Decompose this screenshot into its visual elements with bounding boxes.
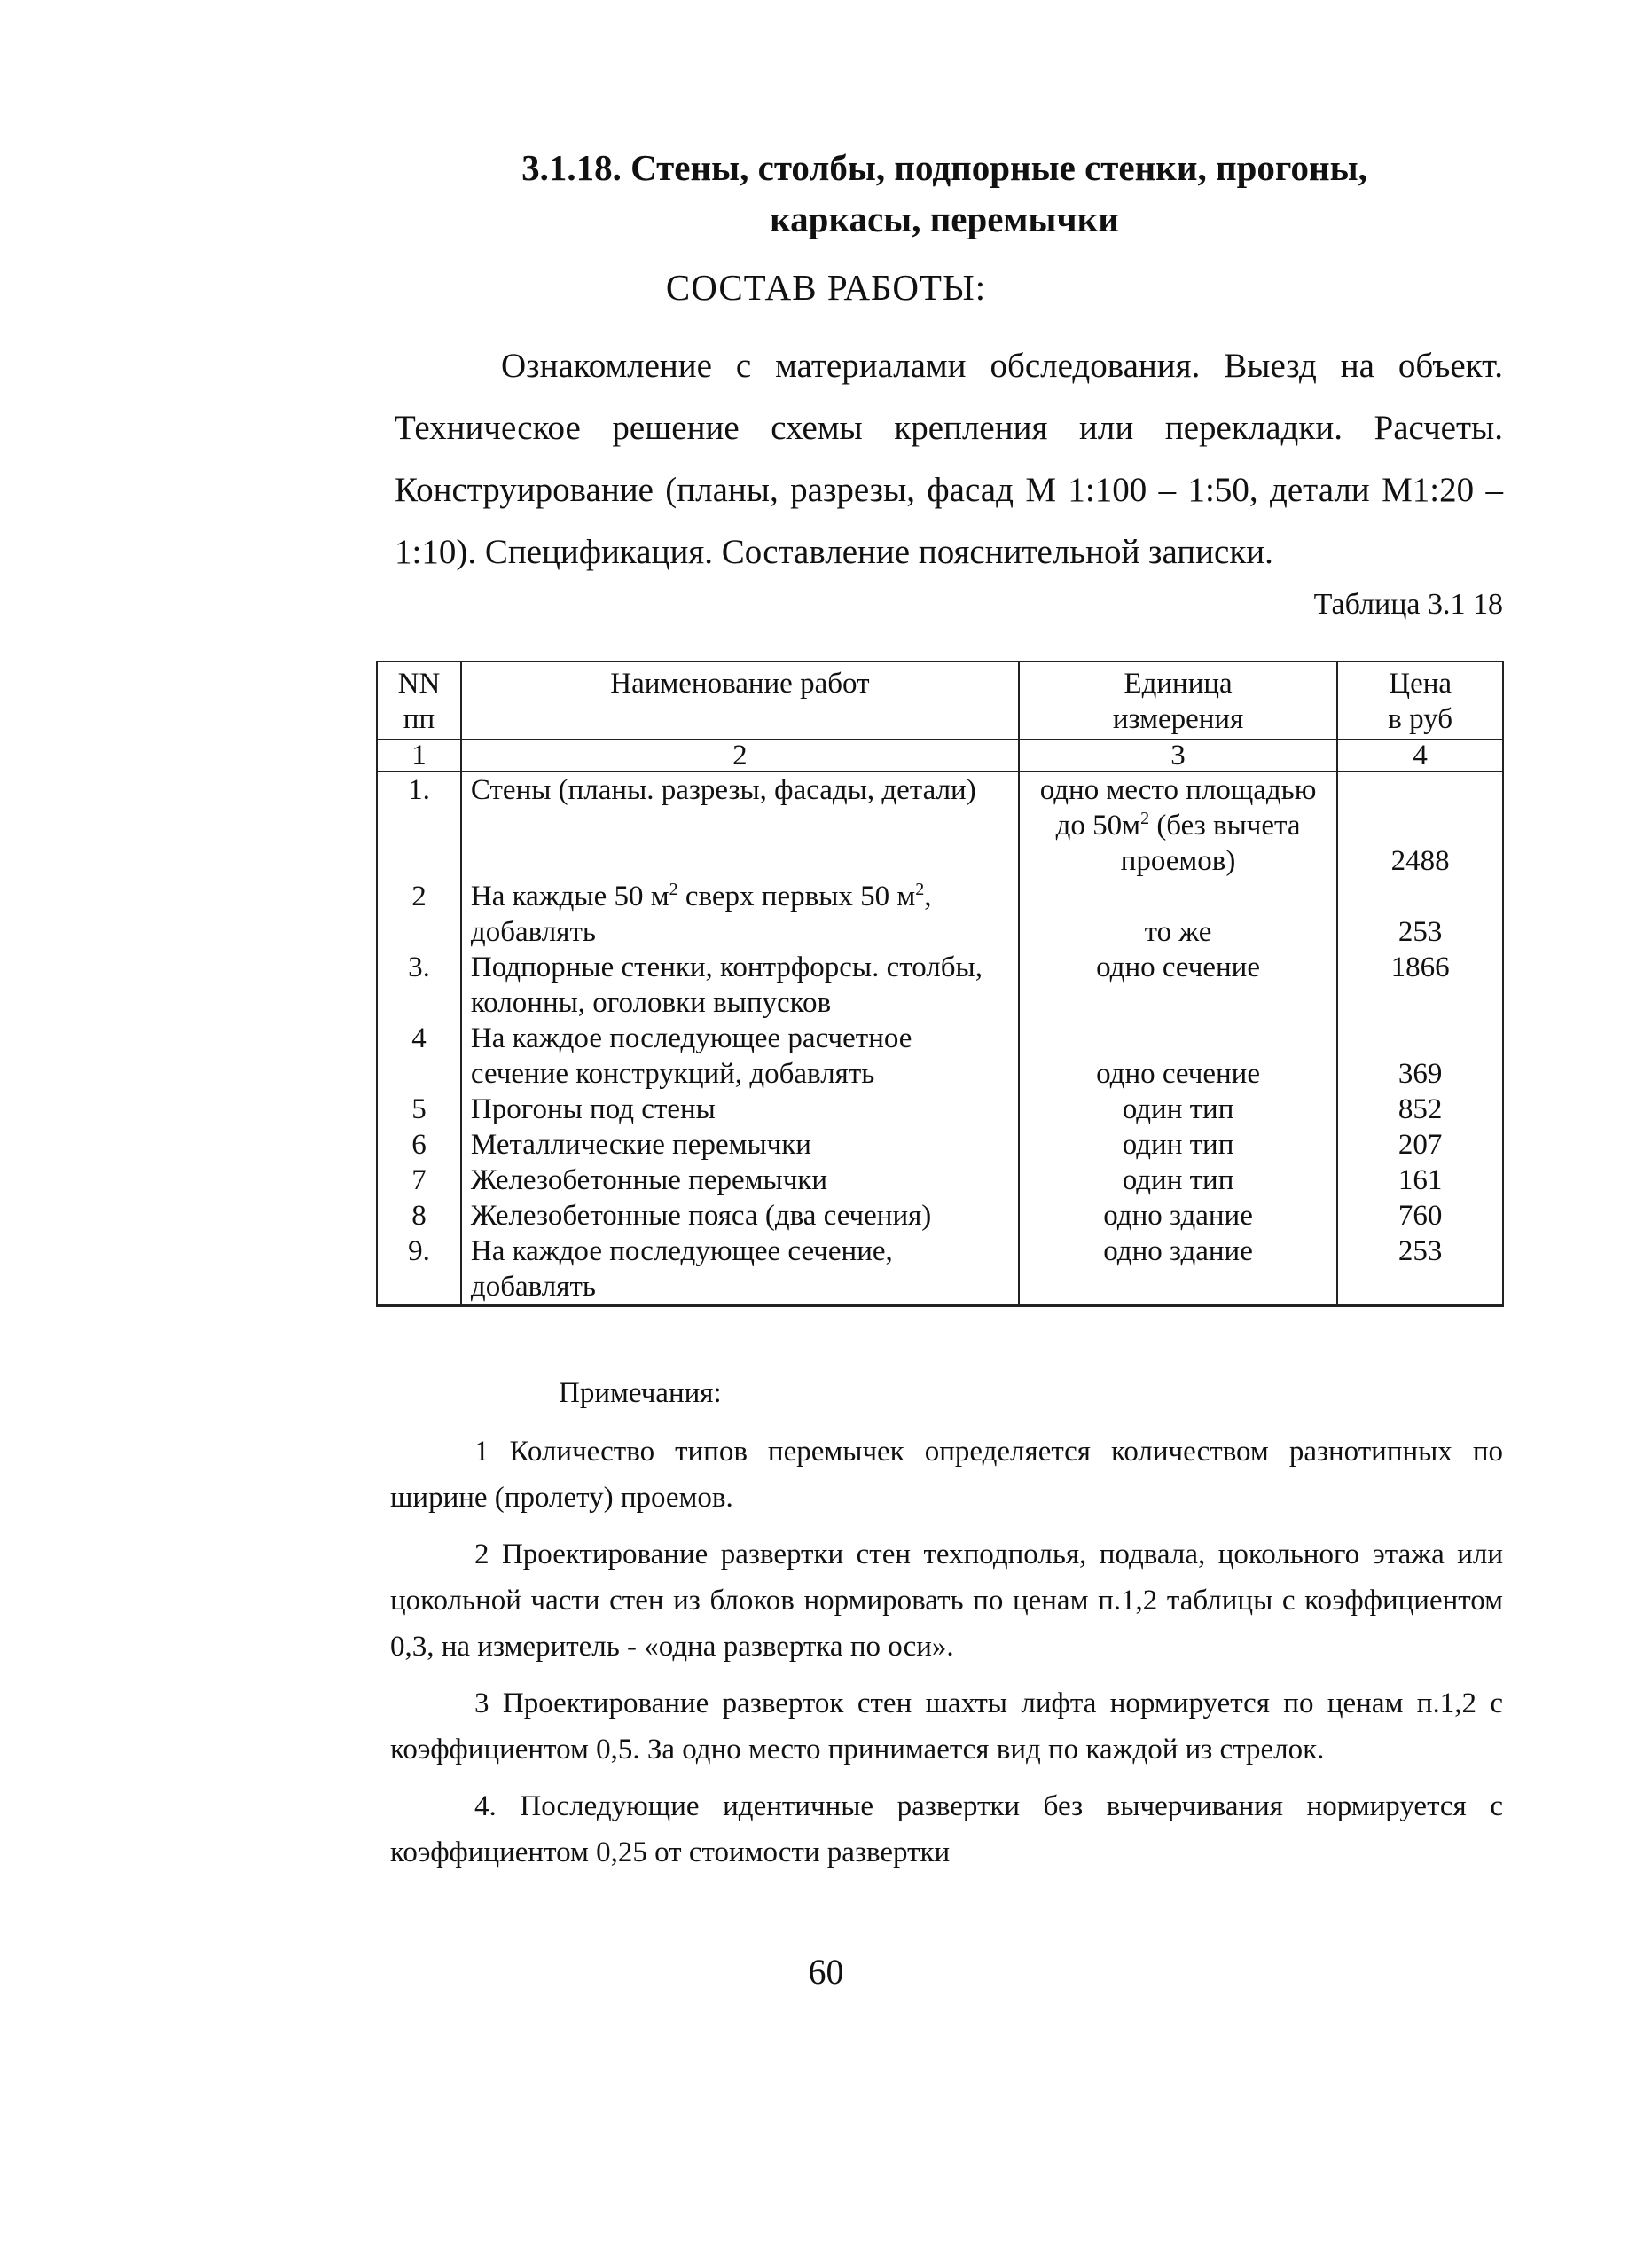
row-unit: одно сечение: [1019, 1021, 1337, 1092]
row-number: 9.: [377, 1233, 461, 1306]
row-name: Железобетонные пояса (два сечения): [461, 1198, 1019, 1233]
header-unit: Единица измерения: [1019, 662, 1337, 740]
row-number: 1.: [377, 771, 461, 879]
row-number: 5: [377, 1092, 461, 1127]
column-number-cell: 3: [1019, 740, 1337, 771]
table-row: [377, 1198, 1503, 1233]
row-price: 253: [1337, 879, 1503, 950]
section-heading: [497, 142, 1392, 245]
notes-title: Примечания:: [559, 1377, 722, 1409]
note-item: 4. Последующие идентичные развертки без вычерчивания нормируется с коэффициентом 0,25 от стоимости развертки: [390, 1790, 1503, 1868]
row-number: 4: [377, 1021, 461, 1092]
row-price: 852: [1337, 1092, 1503, 1127]
row-name: На каждые 50 $м^2$ сверх первых 50 $м^2$, добавлять: [461, 879, 1019, 950]
row-price: 369: [1337, 1021, 1503, 1092]
row-name: Металлические перемычки: [461, 1127, 1019, 1163]
work-description-text: Ознакомление с материалами обследования. Выезд на объект. Техническое решение схемы крепления или перекладки. Расчеты. Конструирование (планы, разрезы, фасад М 1:100 – 1:50, детали М1:20 – 1:10). Спецификация. Составление пояснительной записки.: [395, 347, 1503, 571]
work-description: [395, 335, 1503, 583]
header-number: NN пп: [377, 662, 461, 740]
row-name: Подпорные стенки, контрфорсы. столбы, колонны, оголовки выпусков: [461, 950, 1019, 1021]
table-row: [377, 1021, 1503, 1092]
header-name: Наименование работ: [461, 662, 1019, 740]
row-price: 161: [1337, 1163, 1503, 1198]
column-number-cell: 2: [461, 740, 1019, 771]
row-unit: одно сечение: [1019, 950, 1337, 1021]
note-item: 1 Количество типов перемычек определяется количеством разнотипных по ширине (пролету) проемов.: [390, 1436, 1503, 1514]
note-item: 3 Проектирование разверток стен шахты лифта нормируется по ценам п.1,2 с коэффициентом 0,5. За одно место принимается вид по каждой из стрелок.: [390, 1687, 1503, 1766]
table-row: [377, 771, 1503, 879]
row-price: 1866: [1337, 950, 1503, 1021]
notes-section: [390, 1370, 1503, 1886]
page-number: 60: [808, 1952, 844, 1992]
table-row: [377, 1163, 1503, 1198]
row-price: 2488: [1337, 771, 1503, 879]
row-name: Железобетонные перемычки: [461, 1163, 1019, 1198]
row-number: 3.: [377, 950, 461, 1021]
row-unit: одно здание: [1019, 1233, 1337, 1306]
note-item: 2 Проектирование развертки стен техподполья, подвала, цокольного этажа или цокольной части стен из блоков нормировать по ценам п.1,2 таблицы с коэффициентом 0,3, на измеритель - «одна развертка по оси».: [390, 1539, 1503, 1663]
row-unit: то же: [1019, 879, 1337, 950]
row-price: 253: [1337, 1233, 1503, 1306]
section-heading-line-1: 3.1.18. Стены, столбы, подпорные стенки, прогоны,: [521, 147, 1367, 188]
table-row: [377, 1233, 1503, 1306]
row-name: Стены (планы. разрезы, фасады, детали): [461, 771, 1019, 879]
row-number: 6: [377, 1127, 461, 1163]
row-name: На каждое последующее сечение, добавлять: [461, 1233, 1019, 1306]
row-unit: одно место площадью до $50м^2$ (без вычета проемов): [1019, 771, 1337, 879]
row-price: 207: [1337, 1127, 1503, 1163]
row-unit: один тип: [1019, 1092, 1337, 1127]
row-number: 2: [377, 879, 461, 950]
table-caption: Таблица 3.1 18: [1313, 588, 1503, 621]
row-unit: одно здание: [1019, 1198, 1337, 1233]
column-number-cell: 4: [1337, 740, 1503, 771]
row-number: 8: [377, 1198, 461, 1233]
column-number-cell: 1: [377, 740, 461, 771]
work-composition-title: СОСТАВ РАБОТЫ:: [665, 267, 987, 308]
header-price: Цена в руб: [1337, 662, 1503, 740]
row-unit: один тип: [1019, 1127, 1337, 1163]
row-name: На каждое последующее расчетное сечение конструкций, добавлять: [461, 1021, 1019, 1092]
price-table: [376, 661, 1504, 1307]
column-number-row: [377, 740, 1503, 771]
table-header: [377, 662, 1503, 740]
row-price: 760: [1337, 1198, 1503, 1233]
table-row: [377, 1092, 1503, 1127]
row-name: Прогоны под стены: [461, 1092, 1019, 1127]
row-unit: один тип: [1019, 1163, 1337, 1198]
table-row: [377, 950, 1503, 1021]
table-row: [377, 1127, 1503, 1163]
table-row: [377, 879, 1503, 950]
section-heading-line-2: каркасы, перемычки: [770, 199, 1119, 239]
row-number: 7: [377, 1163, 461, 1198]
table-body: [377, 771, 1503, 1306]
